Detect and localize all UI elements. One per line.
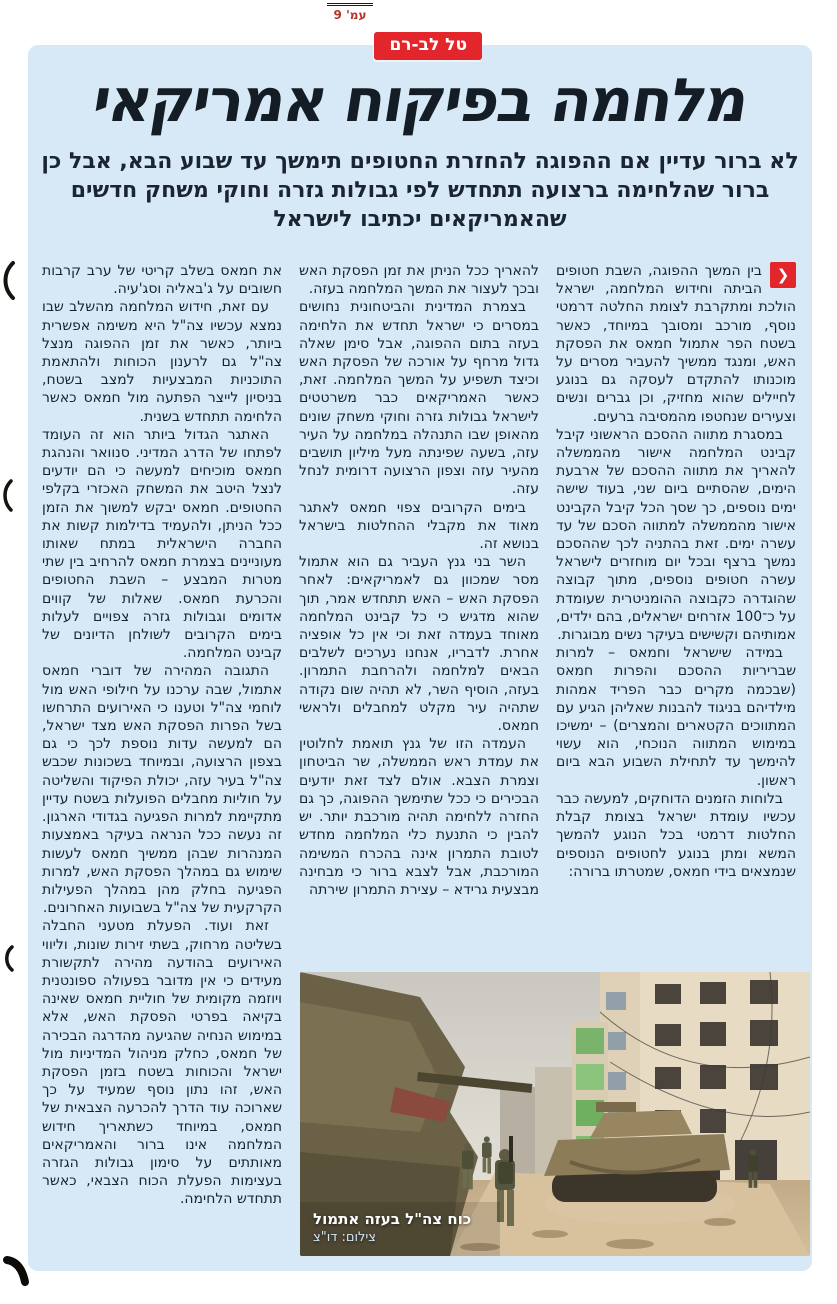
article-photo (300, 972, 810, 1256)
paragraph: עם זאת, חידוש המלחמה מהשלב שבו נמצא עכשיו צה"ל היא משימה אפשרית ביותר, כאשר את זמן ההפוגה מנצל צה"ל גם לרענון הכוחות ולהתאמת התוכניות המבצעיות למצב בשטח, בניסיון לייצר הפתעה מול חמאס כאשר הלחימה תתחדש בשנית. (42, 299, 282, 425)
page-number-tab (327, 3, 373, 22)
paragraph: את חמאס בשלב קריטי של ערב קרבות חשובים על ג'באליה וסג'עיה. (42, 263, 282, 298)
paragraph: התגובה המהירה של דוברי חמאס אתמול, שבה ערכנו על חילופי האש מול לוחמי צה"ל וטענו כי האירועים התרחשו בשל הפרות הפסקת האש מצד ישראל, הם למעשה עדות נוספת לכך כי גם בצפון הרצועה, ובמיוחד בשכונות שכבש צה"ל בעיר עזה, יכולת הפיקוד והשליטה על חוליות מחבלים הפועלות בשטח עדיין מתקיימת למרות הפגיעה בגדודי הארגון. זה נעשה ככל הנראה בעיקר באמצעות המנהרות שבהן ממשיך חמאס לעשות שימוש גם במהלך הפסקת האש, למרות הפגיעה בחלק מהן במהלך הפעילות הקרקעית של צה"ל בשבועות האחרונים. (42, 663, 282, 917)
paragraph (556, 262, 796, 426)
author-badge: טל לב-רם (374, 32, 482, 60)
paragraph: זאת ועוד. הפעלת מטעני החבלה בשליטה מרחוק, בשתי זירות שונות, וליווי האירועים בהודעה מהירה לתקשורת מעידים כי אין מדובר בפעולה ספונטנית ויוזמה מקומית של חוליית חמאס שאינה בקיאה בפרטי הפסקת האש, אלא במימוש הנחיה שהגיעה מהדרגה הבכירה של חמאס, כחלק מניהול המדיניות מול ישראל והכוחות בשטח בזמן הפסקת האש, זהו נתון נוסף שמעיד על כך שארוכה עוד הדרך להכרעה הצבאית של חמאס, במיוחד כשתאריך חידוש המלחמה אינו ברור והאמריקאים מאותתים על סימון גבולות הגזרה בעצימות הפעלת הכוח הצבאי, כאשר תתחדש הלחימה. (42, 918, 282, 1208)
page-number-rule (327, 3, 373, 6)
subheadline-line: שהאמריקאים יכתיבו לישראל (273, 207, 567, 232)
paragraph: בימים הקרובים צפוי חמאס לאתגר מאוד את מקבלי ההחלטות בישראל בנושא זה. (299, 499, 539, 553)
headline: מלחמה בפיקוח אמריקאי (87, 66, 753, 136)
subheadline-line: לא ברור עדיין אם ההפוגה להחזרת החטופים תימשך עד שבוע הבא, אבל כן (41, 149, 799, 174)
photo-caption: כוח צה"ל בעזה אתמול (313, 1210, 472, 1228)
subheadline-line: ברור שהלחימה ברצועה תתחדש לפי גבולות גזרה וחוקי משחק חדשים (70, 178, 770, 203)
paragraph: השר בני גנץ העביר גם הוא אתמול מסר שמכוון גם לאמריקאים: לאחר הפסקת האש – האש תתחדש אמר, תוך שהוא מדגיש כי כל קבינט המלחמה מאוחד בעמדה זאת וכי אין כל אופציה אחרת. לדבריו, אנחנו נערכים לשלבים הבאים למלחמה ולהרחבת התמרון. בעזה, הוסיף השר, לא תהיה שום נקודה שתהיה עיר מקלט למחבלים ולראשי חמאס. (299, 554, 539, 735)
page-number-label: עמ' 9 (333, 8, 367, 22)
photo-caption-block (313, 1210, 471, 1246)
paragraph: במידה שישראל וחמאס – למרות שבריריות ההסכם והפרות חמאס (שבכמה מקרים כבר הפריד אמהות מילדיהם בניגוד להבנות שאליהן הגיע עם המתווכים הקטארים והמצרים) – ימשיכו במימוש המתווה הנוכחי, הוא עשוי להימשך עד לתחילת השבוע הבא ביום ראשון. (556, 645, 796, 789)
article-column-3 (42, 262, 282, 1262)
subheadline (28, 147, 812, 234)
paragraph-text: בין המשך ההפוגה, השבת חטופים הביתה וחידוש המלחמה, ישראל הולכת ומתקרבת לצומת החלטה דרמטי נוסף, מורכב ומסובך במיוחד, כאשר בשטח הפר אתמול חמאס את הפסקת האש, ומנגד ממשיך להעביר מסרים על מוכנותו להתקדם לעסקה גם בנוגע לחיילים שהוא מחזיק, וכן גברים ונשים וצעירים שנחטפו מהמסיבה ברעים. (556, 263, 796, 425)
paragraph: העמדה הזו של גנץ תואמת לחלוטין את עמדת ראש הממשלה, שר הביטחון וצמרת הצבא. אולם לצד זאת יודעים הבכירים כי ככל שתימשך ההפוגה, כך גם החזרה ללחימה תהיה מורכבת יותר. יש להבין כי התנעת כלי המלחמה מחדש לטובת התמרון אינה בהכרח המשימה המורכבת, אבל לצבא ברור כי מבחינה מבצעית גרידא – עצירת התמרון שירתה (299, 736, 539, 898)
paragraph: במסגרת מתווה ההסכם הראשוני קיבל קבינט המלחמה אישור מהממשלה להאריך את מתווה ההסכם של ארבעת הימים, שהסתיים ביום שני, בעוד שישה ימים נוספים, כך שסך הכל קיבל הקבינט אישור מהממשלה למתווה הסכם של עד עשרה ימים. זאת בהתניה לכך שההסכם נמשך ברצף ובכל יום מוחזרים לישראל עשרה חטופים נוספים, מתוך קבוצה שהוגדרה כקבוצה ההומניטרית שעומדת על כ־100 אזרחים ישראלים, בהם ילדים, אמותיהם וקשישים בעיקר נשים מבוגרות. (556, 426, 796, 644)
article-container (28, 35, 812, 1271)
paragraph: בלוחות הזמנים הדוחקים, למעשה כבר עכשיו עומדת ישראל בצומת קבלת החלטות דרמטי בכל הנוגע להמשך המשא ומתן בנוגע לחטופים הנוספים שנמצאים בידי חמאס, שמטרתו ברורה: (556, 790, 796, 880)
photo-credit: צילום: דו"צ (313, 1230, 377, 1245)
paragraph: להאריך ככל הניתן את זמן הפסקת האש ובכך לעצור את המשך המלחמה בעזה. (299, 263, 539, 298)
paragraph: בצמרת המדינית והביטחונית נחושים במסרים כי ישראל תחדש את הלחימה בעזה בתום ההפוגה, אבל סימן שאלה גדול מרחף על אורכה של הפסקת האש וכיצד תשפיע על המשך המלחמה. זאת, כאשר האמריקאים כבר משרטטים לישראל גבולות גזרה וחוקי משחק שונים מהאופן שבו התנהלה במלחמה על העיר עזה, בשעה שפינתה מעל מיליון תושבים מהעיר עזה וצפון הרצועה דרומית לנחל עזה. (299, 299, 539, 498)
paragraph-start-arrow-icon: ❮ (770, 262, 796, 288)
paragraph: האתגר הגדול ביותר הוא זה העומד לפתחו של הדרג המדיני. סנוואר והנהגת חמאס מוכיחים למעשה כי הם יודעים לנצל היטב את המשחק האכזרי בקלפי החטופים. חמאס יבקש למשוך את הזמן ככל הניתן, ולהעמיד בדילמות קשות את החברה הישראלית במתח שאותו מעוניינים בצמרת חמאס להרחיב בין שתי מטרות המבצע – השבת החטופים והכרעת חמאס. שאלות של קווים אדומים וגבולות גזרה צפויים לעלות בימים הקרובים לשולחן הדיונים של קבינט המלחמה. (42, 426, 282, 662)
